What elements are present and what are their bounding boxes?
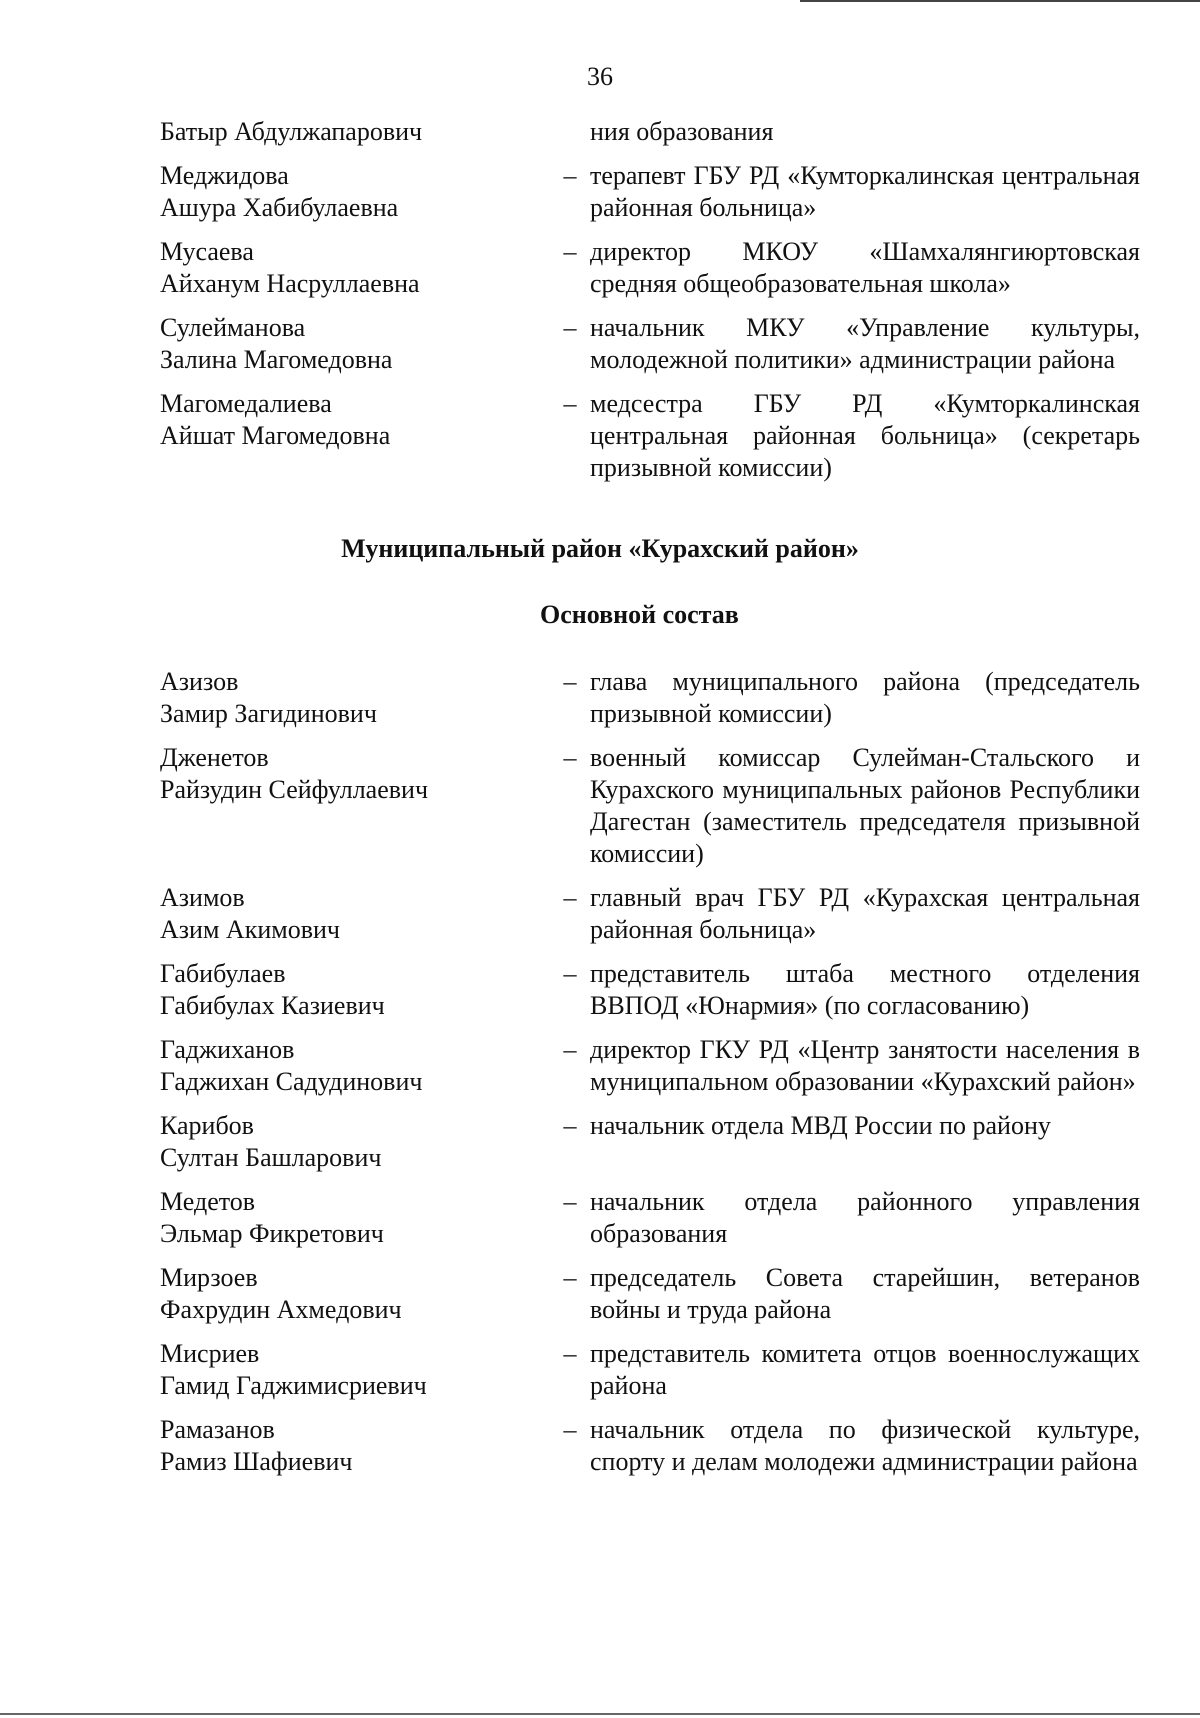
person-name: [160, 958, 550, 1022]
person-given-name: Эльмар Фикретович: [160, 1219, 384, 1248]
person-given-name: Рамиз Шафиевич: [160, 1447, 353, 1476]
dash: –: [563, 1035, 577, 1064]
list-item: [160, 1186, 1140, 1250]
person-given-name: Султан Башларович: [160, 1143, 382, 1172]
person-given-name: Замир Загидинович: [160, 699, 377, 728]
person-role: начальник отдела по физической культуре, спорту и делам молодежи администрации района: [590, 1415, 1140, 1476]
section-title: Основной состав: [540, 600, 739, 629]
list-item: [160, 882, 1140, 946]
person-name: [160, 882, 550, 946]
dash: –: [563, 1415, 577, 1444]
person-given-name: Айшат Магомедовна: [160, 421, 391, 450]
person-surname: Меджидова: [160, 161, 289, 190]
person-name: [160, 116, 550, 148]
person-name: [160, 160, 550, 224]
person-role: главный врач ГБУ РД «Курахская центральная районная больница»: [590, 883, 1140, 944]
person-role: ния образования: [590, 117, 774, 146]
main-list: [160, 666, 1140, 1490]
continued-list: [160, 116, 1140, 496]
person-name: [160, 1414, 550, 1478]
person-role: военный комиссар Сулейман-Стальского и Курахского муниципальных районов Республики Дагестан (заместитель председателя призывной комиссии): [590, 743, 1140, 868]
list-item: [160, 388, 1140, 484]
list-item: [160, 666, 1140, 730]
list-item: [160, 742, 1140, 870]
dash: –: [563, 313, 577, 342]
district-title: Муниципальный район «Курахский район»: [341, 534, 859, 563]
person-given-name: Азим Акимович: [160, 915, 340, 944]
person-given-name: Батыр Абдулжапарович: [160, 117, 423, 146]
list-item: [160, 1338, 1140, 1402]
person-role: медсестра ГБУ РД «Кумторкалинская центральная районная больница» (секретарь призывной комиссии): [590, 389, 1140, 482]
person-name: [160, 1186, 550, 1250]
person-name: [160, 742, 550, 806]
dash: –: [563, 743, 577, 772]
list-item: [160, 1414, 1140, 1478]
person-surname: Мусаева: [160, 237, 254, 266]
person-name: [160, 666, 550, 730]
list-item: [160, 312, 1140, 376]
person-surname: Азимов: [160, 883, 245, 912]
dash: –: [563, 883, 577, 912]
person-role: председатель Совета старейшин, ветеранов войны и труда района: [590, 1263, 1140, 1324]
list-item: [160, 958, 1140, 1022]
person-role: директор ГКУ РД «Центр занятости населения в муниципальном образовании «Курахский район»: [590, 1035, 1140, 1096]
person-surname: Мисриев: [160, 1339, 260, 1368]
person-given-name: Гамид Гаджимисриевич: [160, 1371, 427, 1400]
list-item: [160, 1262, 1140, 1326]
person-surname: Рамазанов: [160, 1415, 275, 1444]
dash: –: [563, 959, 577, 988]
person-given-name: Габибулах Казиевич: [160, 991, 385, 1020]
person-role: директор МКОУ «Шамхалянгиюртовская средняя общеобразовательная школа»: [590, 237, 1140, 298]
list-item: [160, 116, 1140, 148]
dash: –: [563, 667, 577, 696]
person-given-name: Фахрудин Ахмедович: [160, 1295, 402, 1324]
list-item: [160, 236, 1140, 300]
dash: –: [563, 1263, 577, 1292]
person-given-name: Ашура Хабибулаевна: [160, 193, 399, 222]
dash: –: [563, 1339, 577, 1368]
person-surname: Магомедалиева: [160, 389, 332, 418]
dash: –: [563, 161, 577, 190]
list-item: [160, 1034, 1140, 1098]
person-surname: Гаджиханов: [160, 1035, 295, 1064]
person-surname: Мирзоев: [160, 1263, 258, 1292]
person-role: начальник МКУ «Управление культуры, молодежной политики» администрации района: [590, 313, 1140, 374]
person-role: представитель штаба местного отделения ВВПОД «Юнармия» (по согласованию): [590, 959, 1140, 1020]
person-name: [160, 1034, 550, 1098]
person-name: [160, 312, 550, 376]
person-name: [160, 1338, 550, 1402]
scan-edge-top: [800, 0, 1200, 2]
person-name: [160, 388, 550, 452]
page-number: 36: [587, 62, 613, 91]
person-given-name: Райзудин Сейфуллаевич: [160, 775, 429, 804]
person-name: [160, 236, 550, 300]
person-role: терапевт ГБУ РД «Кумторкалинская центральная районная больница»: [590, 161, 1140, 222]
person-role: начальник отдела МВД России по району: [590, 1111, 1051, 1140]
person-surname: Карибов: [160, 1111, 254, 1140]
person-surname: Сулейманова: [160, 313, 306, 342]
dash: –: [563, 1187, 577, 1216]
person-surname: Габибулаев: [160, 959, 286, 988]
dash: –: [563, 1111, 577, 1140]
person-given-name: Гаджихан Садудинович: [160, 1067, 423, 1096]
person-surname: Азизов: [160, 667, 239, 696]
dash: –: [563, 237, 577, 266]
person-role: глава муниципального района (председатель призывной комиссии): [590, 667, 1140, 728]
person-role: начальник отдела районного управления образования: [590, 1187, 1140, 1248]
person-surname: Дженетов: [160, 743, 269, 772]
person-name: [160, 1110, 550, 1174]
list-item: [160, 160, 1140, 224]
person-name: [160, 1262, 550, 1326]
person-given-name: Залина Магомедовна: [160, 345, 393, 374]
person-surname: Медетов: [160, 1187, 256, 1216]
person-given-name: Айханум Насруллаевна: [160, 269, 420, 298]
scan-edge-bottom: [0, 1713, 1200, 1715]
list-item: [160, 1110, 1140, 1174]
dash: –: [563, 389, 577, 418]
person-role: представитель комитета отцов военнослужащих района: [590, 1339, 1140, 1400]
